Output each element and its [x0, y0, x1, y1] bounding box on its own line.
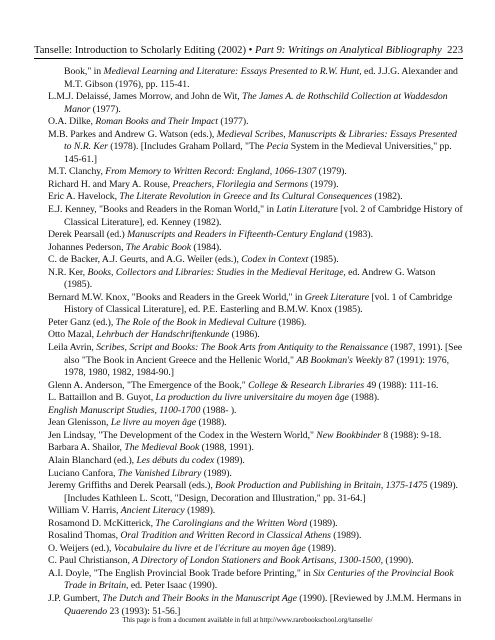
bibliography-entry — [48, 292, 463, 317]
entry-text: Otto Mazal, — [48, 329, 97, 341]
entry-text: , ed. Andrew G. Watson (1985). — [64, 266, 436, 291]
entry-italic-text: New Bookbinder — [316, 429, 381, 441]
entry-italic-text: Le livre au moyen âge — [110, 417, 197, 429]
entry-text: (1983). — [342, 229, 373, 241]
entry-text: Derek Pearsall (ed.) — [48, 229, 128, 241]
entry-text: Rosamond D. McKitterick, — [48, 517, 156, 529]
entry-italic-text: AB Bookman's Weekly — [296, 354, 383, 366]
bibliography-entry — [48, 442, 463, 455]
bibliography-entry — [48, 392, 463, 405]
entry-text: [vol. 1 of Cambridge History of Classical Literature], ed. P.E. Easterling and B.M.W. Knox (1985). — [64, 291, 453, 316]
entry-text: (1977). — [217, 116, 249, 128]
running-header — [34, 44, 463, 59]
entry-text: , ed. Peter Isaac (1990). — [126, 580, 218, 592]
bibliography-entry — [48, 116, 463, 129]
entry-text: L.M.J. Delaissé, James Morrow, and John de Wit, — [48, 91, 243, 103]
entry-italic-text: The Arabic Book — [125, 241, 192, 253]
entry-italic-text: Codex in Context — [241, 254, 309, 266]
entry-italic-text: Manuscripts and Readers in Fifteenth-Century England — [127, 229, 343, 241]
entry-text: C. Paul Christianson, — [48, 555, 133, 567]
bibliography-entry — [48, 204, 463, 229]
entry-text: M.T. Clanchy, — [48, 166, 106, 178]
bibliography-entry — [48, 317, 463, 330]
entry-text: William V. Harris, — [48, 505, 121, 517]
bibliography-entry — [48, 405, 463, 418]
bibliography-entry — [48, 229, 463, 242]
bibliography-entry — [48, 267, 463, 292]
entry-text: Jean Glenisson, — [48, 417, 111, 429]
entry-italic-text: The James A. de Rothschild Collection at Waddesdon Manor — [64, 91, 448, 115]
entry-italic-text: Medieval Scribes, Manuscripts & Libraries: Essays Presented to N.R. Ker — [64, 128, 457, 153]
entry-text: Peter Ganz (ed.), — [48, 316, 116, 328]
entry-italic-text: Scribes, Script and Books: The Book Arts from Antiquity to the Renaissance — [96, 342, 389, 354]
entry-text: (1988). — [348, 392, 380, 404]
entry-italic-text: The Vanished Library — [117, 467, 202, 479]
bibliography-entry — [48, 91, 463, 116]
entry-text: (1979). — [307, 178, 339, 190]
bibliography-entry — [48, 417, 463, 430]
bibliography-entry — [48, 254, 463, 267]
entry-text: (1989). — [305, 542, 337, 554]
entry-text: Barbara A. Shailor, — [48, 442, 125, 454]
entry-text: , (1990). — [380, 555, 414, 567]
entry-text: A.I. Doyle, "The English Provincial Book Trade before Printing," in — [48, 567, 314, 579]
bibliography-entry — [48, 593, 463, 618]
bibliography-entry — [48, 380, 463, 393]
entry-text: Jeremy Griffiths and Derek Pearsall (eds.), — [48, 480, 216, 492]
entry-italic-text: Oral Tradition and Written Record in Classical Athens — [120, 530, 331, 542]
bibliography-entry — [48, 505, 463, 518]
entry-text: (1988, 1991). — [199, 442, 254, 454]
entry-text: Leila Avrin, — [48, 342, 97, 354]
entry-text: Johannes Pederson, — [48, 241, 126, 253]
bibliography-entry — [48, 568, 463, 593]
bibliography-entry — [48, 430, 463, 443]
entry-italic-text: Books, Collectors and Libraries: Studies in the Medieval Heritage — [87, 266, 344, 278]
entry-text: System in the Medieval Universities," pp. 145-61.] — [64, 141, 452, 165]
entry-italic-text: Medieval Learning and Literature: Essays Presented to R.W. Hunt — [103, 66, 360, 77]
entry-text: C. de Backer, A.J. Geurts, and A.G. Weiler (eds.), — [48, 254, 242, 266]
entry-text: (1978). [Includes Graham Pollard, "The — [107, 141, 267, 153]
entry-text: 23 (1993): 51-56.] — [107, 605, 181, 617]
entry-text: , ed. J.J.G. Alexander and M.T. Gibson (1976), pp. 115-41. — [64, 66, 458, 90]
header-left — [34, 44, 442, 57]
entry-text: (1989). — [201, 467, 232, 479]
entry-text: 49 (1988): 111-16. — [364, 379, 439, 391]
entry-italic-text: Preachers, Florilegia and Sermons — [172, 178, 308, 190]
entry-italic-text: Ancient Literacy — [120, 505, 185, 517]
entry-text: Book," in — [64, 66, 104, 77]
entry-italic-text: Lehrbuch der Handschriftenkunde — [96, 329, 230, 341]
entry-italic-text: Roman Books and Their Impact — [95, 116, 218, 128]
bibliography-entry — [48, 242, 463, 255]
entry-text: (1989). [Includes Kathleen L. Scott, "Design, Decoration and Illustration," pp. 31-64.] — [64, 480, 458, 504]
entry-text: Glenn A. Anderson, "The Emergence of the Book," — [48, 379, 249, 391]
entry-text: 87 (1991): 1976, 1978, 1980, 1982, 1984-90.] — [64, 354, 449, 379]
entry-text: Richard H. and Mary A. Rouse, — [48, 178, 173, 190]
entry-text: (1977). — [90, 103, 121, 115]
entry-text: (1989). — [307, 517, 338, 529]
entry-italic-text: Pecia — [266, 141, 289, 153]
entry-text: E.J. Kenney, "Books and Readers in the Roman World," in — [48, 204, 277, 216]
bibliography-list — [48, 66, 463, 618]
entry-italic-text: La production du livre universitaire du moyen âge — [155, 392, 349, 404]
bibliography-entry — [48, 518, 463, 531]
entry-text: (1984). — [191, 241, 222, 253]
entry-italic-text: Greek Literature — [304, 291, 369, 303]
header-title: Tanselle: Introduction to Scholarly Editing (2002) — [34, 45, 246, 56]
bibliography-entry — [48, 342, 463, 380]
entry-italic-text: A Directory of London Stationers and Book Artisans, 1300-1500 — [132, 555, 381, 567]
entry-text: (1986). — [229, 329, 260, 341]
entry-italic-text: The Literate Revolution in Greece and Its Cultural Consequences — [119, 191, 373, 203]
entry-text: Rosalind Thomas, — [48, 530, 121, 542]
entry-text: (1989). — [184, 505, 216, 517]
entry-italic-text: English Manuscript Studies, 1100-1700 — [48, 404, 201, 416]
bibliography-entry — [48, 129, 463, 167]
entry-italic-text: Book Production and Publishing in Britain, 1375-1475 — [215, 480, 428, 492]
entry-italic-text: Latin Literature — [276, 204, 338, 216]
entry-text: (1985). — [308, 254, 339, 266]
page-footer: This page is from a document available in full at http://www.rarebookschool.org/tanselle/ — [122, 616, 373, 624]
entry-text: (1988). — [196, 417, 227, 429]
entry-italic-text: The Dutch and Their Books in the Manuscript Age — [102, 592, 297, 604]
bibliography-entry — [48, 543, 463, 556]
entry-text: 8 (1988): 9-18. — [380, 429, 442, 441]
bibliography-entry — [48, 329, 463, 342]
entry-italic-text: Quaerendo — [64, 605, 108, 617]
header-bullet: • — [248, 45, 253, 56]
entry-text: O. Weijers (ed.), — [48, 542, 114, 554]
bibliography-entry — [48, 455, 463, 468]
bibliography-entry — [48, 480, 463, 505]
bibliography-entry — [48, 191, 463, 204]
entry-text: Luciano Canfora, — [48, 467, 118, 479]
entry-text: O.A. Dilke, — [48, 116, 96, 128]
bibliography-entry — [48, 179, 463, 192]
entry-text: (1987, 1991). [See also "The Book in Ancient Greece and the Hellenic World," — [64, 342, 463, 366]
entry-text: Bernard M.W. Knox, "Books and Readers in the Greek World," in — [48, 291, 305, 303]
entry-text: M.B. Parkes and Andrew G. Watson (eds.), — [48, 128, 217, 140]
header-part: Part 9: Writings on Analytical Bibliography — [255, 45, 442, 56]
entry-text: Alain Blanchard (ed.), — [48, 454, 137, 466]
entry-text: (1979). — [316, 166, 347, 178]
entry-text: L. Battaillon and B. Guyot, — [48, 392, 156, 404]
bibliography-entry — [48, 66, 463, 91]
entry-text: N.R. Ker, — [48, 266, 88, 278]
page-number: 223 — [447, 45, 463, 56]
bibliography-entry — [48, 468, 463, 481]
entry-text: J.P. Gumbert, — [48, 592, 103, 604]
entry-text: (1982). — [372, 191, 403, 203]
entry-text: (1986). — [275, 316, 307, 328]
entry-italic-text: College & Research Libraries — [248, 379, 365, 391]
entry-text: Jen Lindsay, "The Development of the Codex in the Western World," — [48, 429, 317, 441]
bibliography-entry — [48, 555, 463, 568]
entry-text: (1989). — [330, 530, 362, 542]
entry-italic-text: Six Centuries of the Provincial Book Trade in Britain — [64, 567, 454, 592]
entry-text: (1990). [Reviewed by J.M.M. Hermans in — [296, 592, 462, 604]
entry-italic-text: The Role of the Book in Medieval Culture — [115, 316, 276, 328]
entry-italic-text: Les débuts du codex — [136, 454, 215, 466]
entry-text: (1988- ). — [200, 404, 237, 416]
bibliography-entry — [48, 166, 463, 179]
entry-text: Eric A. Havelock, — [48, 191, 120, 203]
entry-text: [vol. 2 of Cambridge History of Classical Literature], ed. Kenney (1982). — [64, 204, 463, 228]
entry-italic-text: Vocabulaire du livre et de l'écriture au moyen âge — [113, 542, 306, 554]
bibliography-entry — [48, 530, 463, 543]
entry-italic-text: From Memory to Written Record: England, 1066-1307 — [105, 166, 317, 178]
entry-italic-text: The Carolingians and the Written Word — [155, 517, 308, 529]
entry-italic-text: The Medieval Book — [124, 442, 200, 454]
entry-text: (1989). — [214, 454, 245, 466]
